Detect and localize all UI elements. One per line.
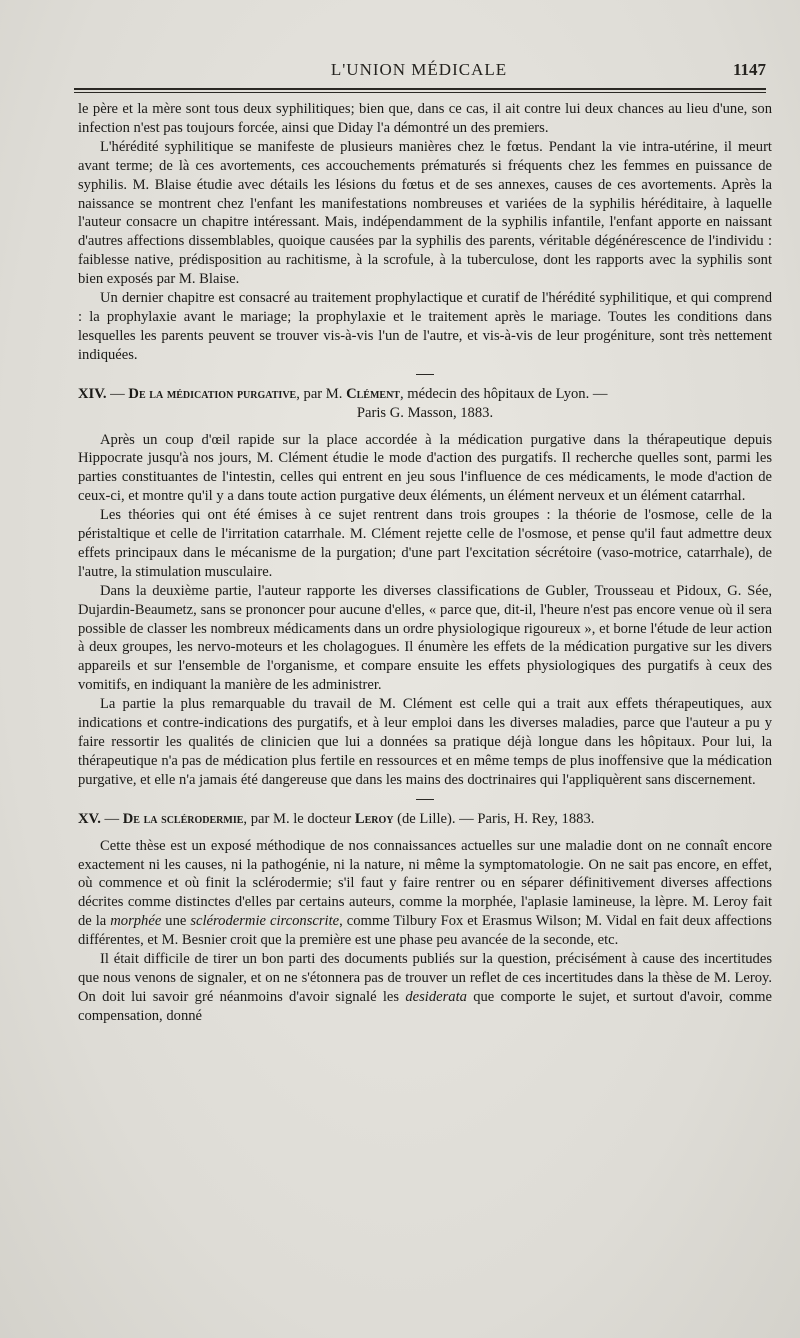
section-number: XV. — [78, 810, 101, 827]
section-separator — [78, 365, 772, 385]
paragraph — [78, 950, 772, 1026]
paragraph — [78, 837, 772, 950]
byline: , par M. le docteur — [243, 810, 355, 827]
running-title: L'UNION MÉDICALE — [330, 60, 508, 79]
heading-dash: — — [100, 810, 123, 827]
author-name: Clément — [346, 385, 400, 402]
spacer — [78, 423, 772, 431]
section-number: XIV. — [78, 385, 107, 402]
text-run: que comporte le sujet, et surtout d'avoir, comme compensation, donné — [78, 988, 772, 1024]
spacer — [78, 829, 772, 837]
paragraph: La partie la plus remarquable du travail de M. Clément est celle qui a trait aux effets thérapeutiques, aux indications et contre-indications des purgatifs, et à leur emploi dans les diverses maladies, parce que l'auteur a pu y faire ressortir les qualités de clinicien que lui a données sa pratique déjà longue dans les hôpitaux. Pour lui, la thérapeutique n'a pas de médication plus fertile en ressources et en même temps de plus inoffensive que la médication purgative, et elle n'a jamais été dangereuse que dans les mains des doctrinaires qui l'appliquèrent sans discernement. — [78, 696, 772, 788]
paragraph: Les théories qui ont été émises à ce sujet rentrent dans trois groupes : la théorie de l'osmose, celle de la péristaltique et celle de l'irritation catarrhale. M. Clément rejette celle de l'osmose, et pense qu'il faut admettre deux effets principaux dans le mécanisme de la purgation; d'une part l'excitation sécrétoire (vaso-motrice, catarrhale), de l'autre, la stimulation musculaire. — [78, 507, 772, 580]
page-header — [70, 60, 768, 90]
article-body — [78, 100, 772, 1026]
byline: , par M. — [296, 385, 347, 402]
paragraph: le père et la mère sont tous deux syphilitiques; bien que, dans ce cas, il ait contre lui deux chances au lieu d'une, son infection n'est pas toujours forcée, ainsi que Diday l'a démontré un des premiers. — [78, 101, 772, 136]
section-title: De la médication purgative — [128, 385, 297, 402]
paragraph: Après un coup d'œil rapide sur la place accordée à la médication purgative dans la thérapeutique depuis Hippocrate jusqu'à nos jours, M. Clément étudie le mode d'action des purgatifs. Il recherche quelles sont, parmi les parties constituantes de l'intestin, celles qui entrent en jeu sous l'influence de ces médicaments, le mode d'action de ceux-ci, et montre qu'il y a dans toute action purgative deux éléments, un élément nerveux et un élément catarrhal. — [78, 431, 772, 505]
page-number: 1147 — [732, 60, 766, 79]
section-heading-xv — [78, 810, 772, 829]
publisher-line: Paris G. Masson, 1883. — [356, 404, 494, 421]
paragraph: L'hérédité syphilitique se manifeste de plusieurs manières chez le fœtus. Pendant la vie intra-utérine, il meurt avant terme; de là ces avortements, ces accouchements prématurés si fréquents chez les femmes en puissance de syphilis. M. Blaise étudie avec détails les lésions du fœtus et de ses annexes, causes de ces avortements. Après la naissance se montrent chez l'enfant les manifestations nombreuses et variées de la syphilis héréditaire, à laquelle l'auteur consacre un chapitre intéressant. Mais, indépendamment de la syphilis infantile, l'enfant apporte en naissant d'autres affections dissemblables, quoique causées par la syphilis des parents, véritable dégénérescence de l'individu : faiblesse native, prédisposition au rachitisme, à la scrofule, à la tuberculose, dont les rapports avec la syphilis sont bien exposés par M. Blaise. — [78, 138, 772, 288]
author-affiliation: , médecin des hôpitaux de Lyon. — — [399, 385, 608, 402]
text-run: Cette thèse est un exposé méthodique de nos connaissances actuelles sur une maladie dont on ne connaît encore exactement ni les causes, ni la pathogénie, ni la nature, ni même la symptomatologie. On ne sait pas encore, en effet, où commence et où finit la sclérodermie; s'il faut y faire rentrer ou en séparer définitivement diverses affections décrites comme distinctes d'elles par certains auteurs, comme la morphée, l'aplasie lamineuse, la lèpre. M. Leroy fait de la — [78, 837, 772, 930]
section-separator — [78, 790, 772, 810]
text-run: , comme Tilbury Fox et Erasmus Wilson; M. Vidal en fait deux affections différentes, et M. Besnier croit que la première est une phase peu avancée de la seconde, etc. — [78, 913, 772, 949]
publication-info: (de Lille). — Paris, H. Rey, 1883. — [393, 810, 595, 827]
heading-dash: — — [106, 385, 129, 402]
section-heading-xiv — [78, 385, 772, 423]
italic-term: morphée — [110, 913, 162, 930]
author-name: Leroy — [354, 810, 394, 827]
text-run: Il était difficile de tirer un bon parti des documents publiés sur la question, précisément à cause des incertitudes que nous venons de signaler, et on ne s'étonnera pas de trouver un reflet de ces incertitudes dans la thèse de M. Leroy. On doit lui savoir gré néanmoins d'avoir signalé les — [78, 951, 772, 1005]
section-title: De la sclérodermie — [122, 810, 244, 827]
header-rule — [74, 88, 766, 90]
paragraph: Dans la deuxième partie, l'auteur rapporte les diverses classifications de Gubler, Trousseau et Pidoux, G. Sée, Dujardin-Beaumetz, sans se prononcer pour aucune d'elles, « parce que, dit-il, l'heure n'est pas encore venue où il sera possible de classer les nombreux médicaments dans un ordre physiologique rigoureux », et borne l'étude de leur action à deux groupes, les nervo-moteurs et les cholagogues. Il énumère les effets de la médication purgative sur les divers appareils et sur l'ensemble de l'organisme, et compare ensuite les effets physiologiques des purgatifs à ceux des vomitifs, en indiquant la manière de les administrer. — [78, 582, 772, 694]
paragraph: Un dernier chapitre est consacré au traitement prophylactique et curatif de l'hérédité syphilitique, et qui comprend : la prophylaxie avant le mariage; la prophylaxie et le traitement après le mariage. Toutes les conditions dans lesquelles les parents peuvent se trouver vis-à-vis l'un de l'autre, et vis-à-vis de leur progéniture, sont très nettement indiquées. — [78, 290, 772, 363]
italic-term: desiderata — [405, 988, 467, 1005]
text-run: une — [161, 913, 191, 930]
italic-term: sclérodermie circonscrite — [190, 913, 340, 930]
